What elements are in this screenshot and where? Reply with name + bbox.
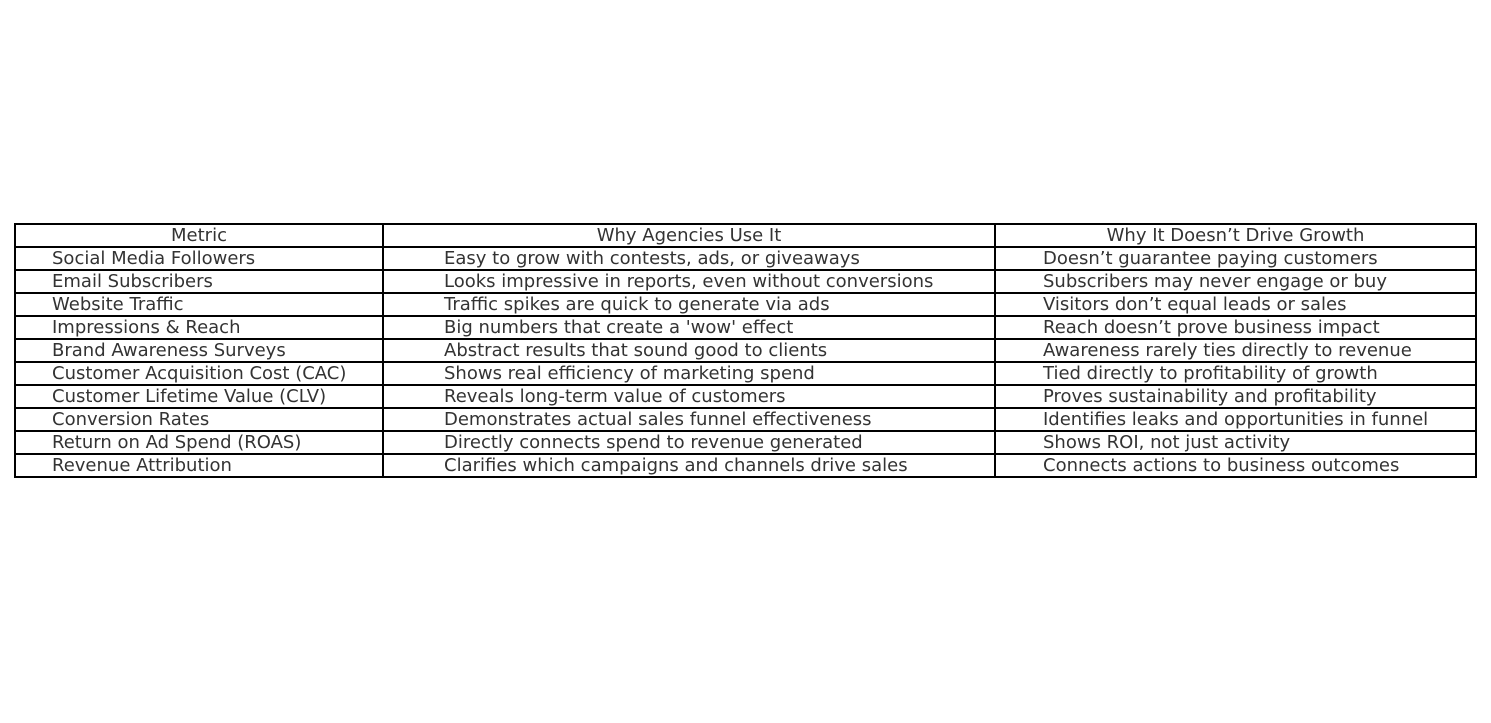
table-row — [15, 247, 1476, 270]
table-row — [15, 270, 1476, 293]
table-header — [15, 224, 1476, 247]
header-why-it-doesnt-drive-growth: Why It Doesn’t Drive Growth — [995, 224, 1476, 247]
why-it-doesnt-drive-growth-cell: Awareness rarely ties directly to revenue — [995, 339, 1476, 362]
why-it-doesnt-drive-growth-cell: Subscribers may never engage or buy — [995, 270, 1476, 293]
metric-cell: Brand Awareness Surveys — [15, 339, 383, 362]
why-it-doesnt-drive-growth-cell: Identifies leaks and opportunities in funnel — [995, 408, 1476, 431]
metric-cell: Impressions & Reach — [15, 316, 383, 339]
why-it-doesnt-drive-growth-cell: Shows ROI, not just activity — [995, 431, 1476, 454]
why-it-doesnt-drive-growth-cell: Tied directly to profitability of growth — [995, 362, 1476, 385]
metric-cell: Customer Lifetime Value (CLV) — [15, 385, 383, 408]
why-agencies-use-it-cell: Demonstrates actual sales funnel effectiveness — [383, 408, 995, 431]
header-metric: Metric — [15, 224, 383, 247]
table-row — [15, 339, 1476, 362]
table-row — [15, 385, 1476, 408]
table-row — [15, 454, 1476, 477]
why-agencies-use-it-cell: Easy to grow with contests, ads, or giveaways — [383, 247, 995, 270]
why-agencies-use-it-cell: Big numbers that create a 'wow' effect — [383, 316, 995, 339]
why-agencies-use-it-cell: Directly connects spend to revenue generated — [383, 431, 995, 454]
why-it-doesnt-drive-growth-cell: Doesn’t guarantee paying customers — [995, 247, 1476, 270]
why-agencies-use-it-cell: Shows real efficiency of marketing spend — [383, 362, 995, 385]
metric-cell: Revenue Attribution — [15, 454, 383, 477]
table-row — [15, 316, 1476, 339]
metric-cell: Conversion Rates — [15, 408, 383, 431]
metric-cell: Social Media Followers — [15, 247, 383, 270]
table-row — [15, 362, 1476, 385]
metric-cell: Return on Ad Spend (ROAS) — [15, 431, 383, 454]
why-agencies-use-it-cell: Looks impressive in reports, even without conversions — [383, 270, 995, 293]
header-row — [15, 224, 1476, 247]
metrics-table — [14, 223, 1477, 478]
why-agencies-use-it-cell: Clarifies which campaigns and channels drive sales — [383, 454, 995, 477]
metrics-table-container — [14, 223, 1477, 478]
table-row — [15, 431, 1476, 454]
metric-cell: Customer Acquisition Cost (CAC) — [15, 362, 383, 385]
why-agencies-use-it-cell: Abstract results that sound good to clients — [383, 339, 995, 362]
why-it-doesnt-drive-growth-cell: Proves sustainability and profitability — [995, 385, 1476, 408]
table-row — [15, 408, 1476, 431]
why-it-doesnt-drive-growth-cell: Visitors don’t equal leads or sales — [995, 293, 1476, 316]
why-it-doesnt-drive-growth-cell: Reach doesn’t prove business impact — [995, 316, 1476, 339]
why-agencies-use-it-cell: Reveals long-term value of customers — [383, 385, 995, 408]
table-row — [15, 293, 1476, 316]
metric-cell: Email Subscribers — [15, 270, 383, 293]
table-body — [15, 247, 1476, 477]
header-why-agencies-use-it: Why Agencies Use It — [383, 224, 995, 247]
why-it-doesnt-drive-growth-cell: Connects actions to business outcomes — [995, 454, 1476, 477]
metric-cell: Website Traffic — [15, 293, 383, 316]
why-agencies-use-it-cell: Traffic spikes are quick to generate via ads — [383, 293, 995, 316]
